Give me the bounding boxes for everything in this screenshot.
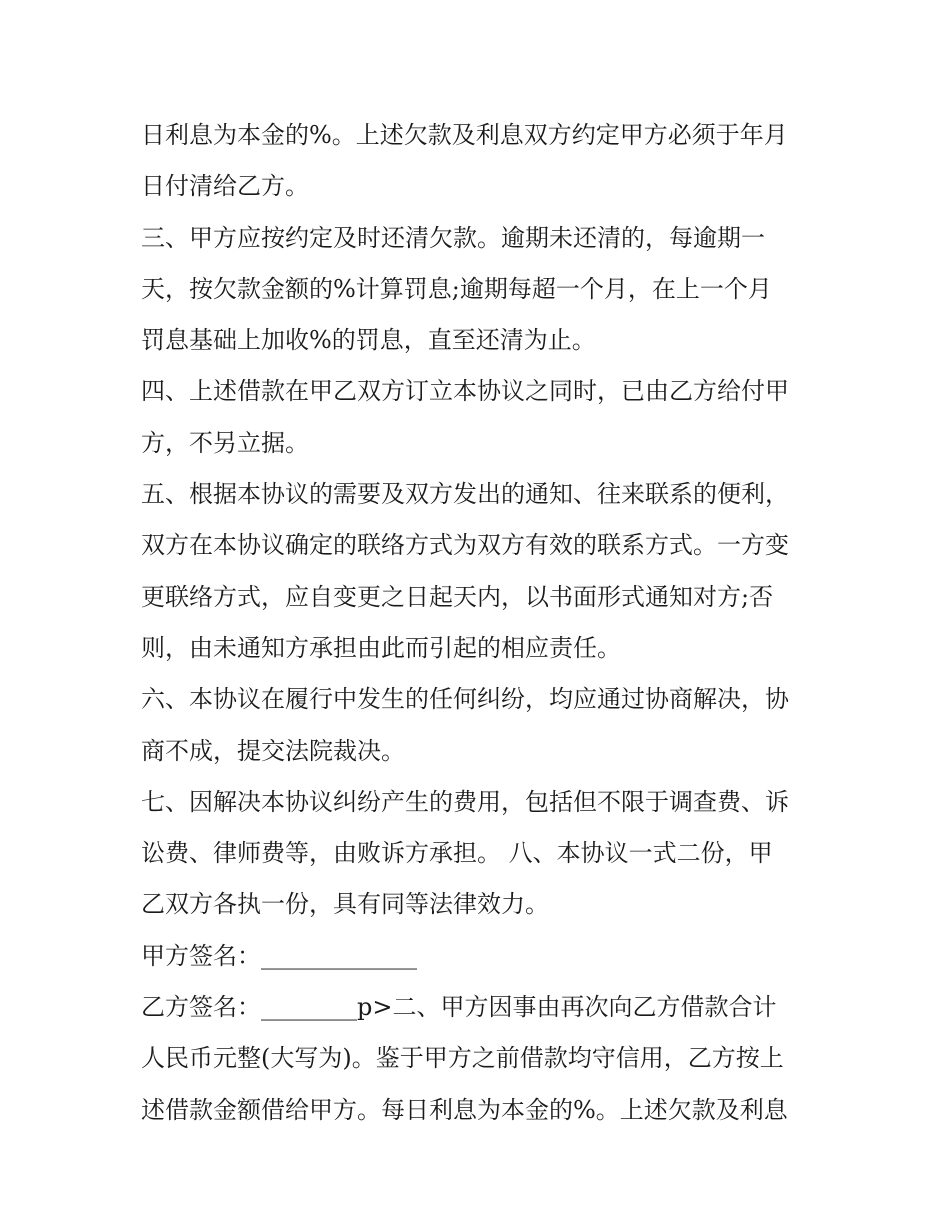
text-line: 乙双方各执一份，具有同等法律效力。 <box>141 890 549 919</box>
text-line: 更联络方式，应自变更之日起天内，以书面形式通知对方;否 <box>141 582 774 611</box>
text-line: 罚息基础上加收%的罚息，直至还清为止。 <box>141 326 596 355</box>
text-line: 人民币元整(大写为)。鉴于甲方之前借款均守信用，乙方按上 <box>141 1044 784 1073</box>
text-line: 述借款金额借给甲方。每日利息为本金的%。上述欠款及利息 <box>141 1095 788 1124</box>
text-line: 则，由未通知方承担由此而引起的相应责任。 <box>141 633 621 662</box>
text-line: 六、本协议在履行中发生的任何纠纷，均应通过协商解决，协 <box>141 685 789 714</box>
text-line: 日付清给乙方。 <box>141 172 309 201</box>
text-line: 三、甲方应按约定及时还清欠款。逾期未还清的，每逾期一 <box>141 223 765 252</box>
text-line: 商不成，提交法院裁决。 <box>141 736 405 765</box>
agreement-text <box>141 110 821 1136</box>
text-line: 七、因解决本协议纠纷产生的费用，包括但不限于调查费、诉 <box>141 787 789 816</box>
party-b-signature-line: 乙方签名：________p>二、甲方因事由再次向乙方借款合计 <box>141 993 777 1022</box>
text-line: 讼费、律师费等，由败诉方承担。 八、本协议一式二份，甲 <box>141 839 773 868</box>
text-line: 天，按欠款金额的%计算罚息;逾期每超一个月，在上一个月 <box>141 274 772 303</box>
text-line: 四、上述借款在甲乙双方订立本协议之同时，已由乙方给付甲 <box>141 377 789 406</box>
text-line: 日利息为本金的%。上述欠款及利息双方约定甲方必须于年月 <box>141 121 788 149</box>
party-a-signature-line: 甲方签名：_____________ <box>141 941 417 970</box>
text-line: 方，不另立据。 <box>141 428 309 457</box>
text-line: 五、根据本协议的需要及双方发出的通知、往来联系的便利， <box>141 480 789 509</box>
text-line: 双方在本协议确定的联络方式为双方有效的联系方式。一方变 <box>141 531 789 560</box>
